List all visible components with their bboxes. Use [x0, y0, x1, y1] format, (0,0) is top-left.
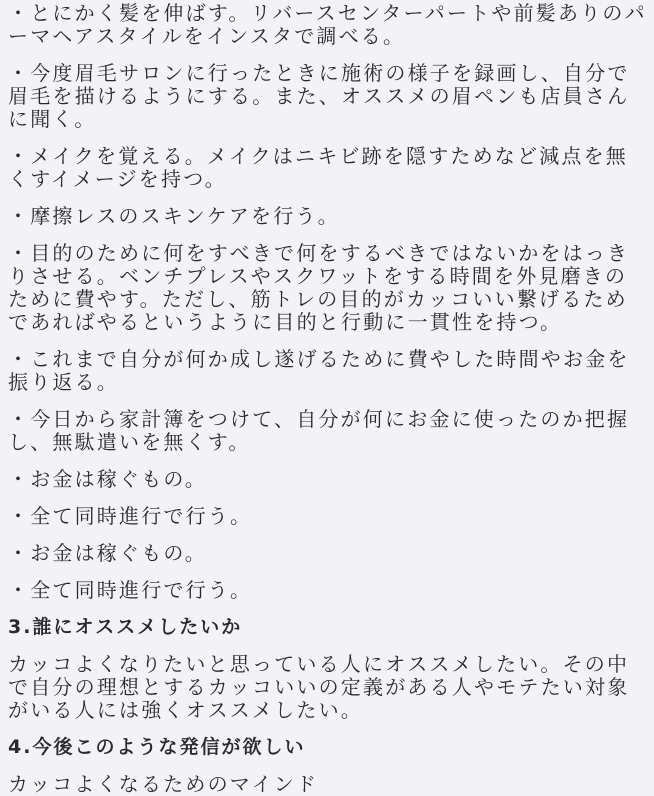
section3-body: カッコよくなりたいと思っている人にオススメしたい。その中で自分の理想とするカッコいいの定義がある人やモテたい対象がいる人には強くオススメしたい。 [8, 652, 630, 722]
bullet-purpose: ・目的のために何をすべきで何をするべきではないかをはっきりさせる。ベンチプレスやスクワットをする時間を外見磨きのために費やす。ただし、筋トレの目的がカッコいい繋げるためであればやるというように目的と行動に一貫性を持つ。 [8, 241, 630, 334]
section3-heading: 3.誰にオススメしたいか [8, 616, 243, 638]
section4-heading: 4.今後このような発信が欲しい [8, 736, 306, 758]
bullet-parallel-2: ・全て同時進行で行う。 [8, 578, 253, 602]
bullet-money-1: ・お金は稼ぐもの。 [8, 467, 207, 491]
bullet-parallel-1: ・全て同時進行で行う。 [8, 504, 253, 528]
bullet-money-2: ・お金は稼ぐもの。 [8, 541, 207, 565]
bullet-makeup: ・メイクを覚える。メイクはニキビ跡を隠すためなど減点を無くすイメージを持つ。 [8, 144, 628, 191]
bullet-budget: ・今日から家計簿をつけて、自分が何にお金に使ったのか把握し、無駄遣いを無くす。 [8, 407, 630, 454]
bullet-reflect: ・これまで自分が何か成し遂げるために費やした時間やお金を振り返る。 [8, 347, 630, 394]
section4-body: カッコよくなるためのマインド [8, 772, 319, 796]
bullet-skincare: ・摩擦レスのスキンケアを行う。 [8, 204, 340, 228]
document-body [0, 1, 654, 796]
bullet-hair: ・とにかく髪を伸ばす。リバースセンターパートや前髪ありのパーマヘアスタイルをインスタで調べる。 [8, 1, 647, 48]
bullet-eyebrow: ・今度眉毛サロンに行ったときに施術の様子を録画し、自分で眉毛を描けるようにする。また、オススメの眉ペンも店員さんに聞く。 [8, 61, 630, 131]
